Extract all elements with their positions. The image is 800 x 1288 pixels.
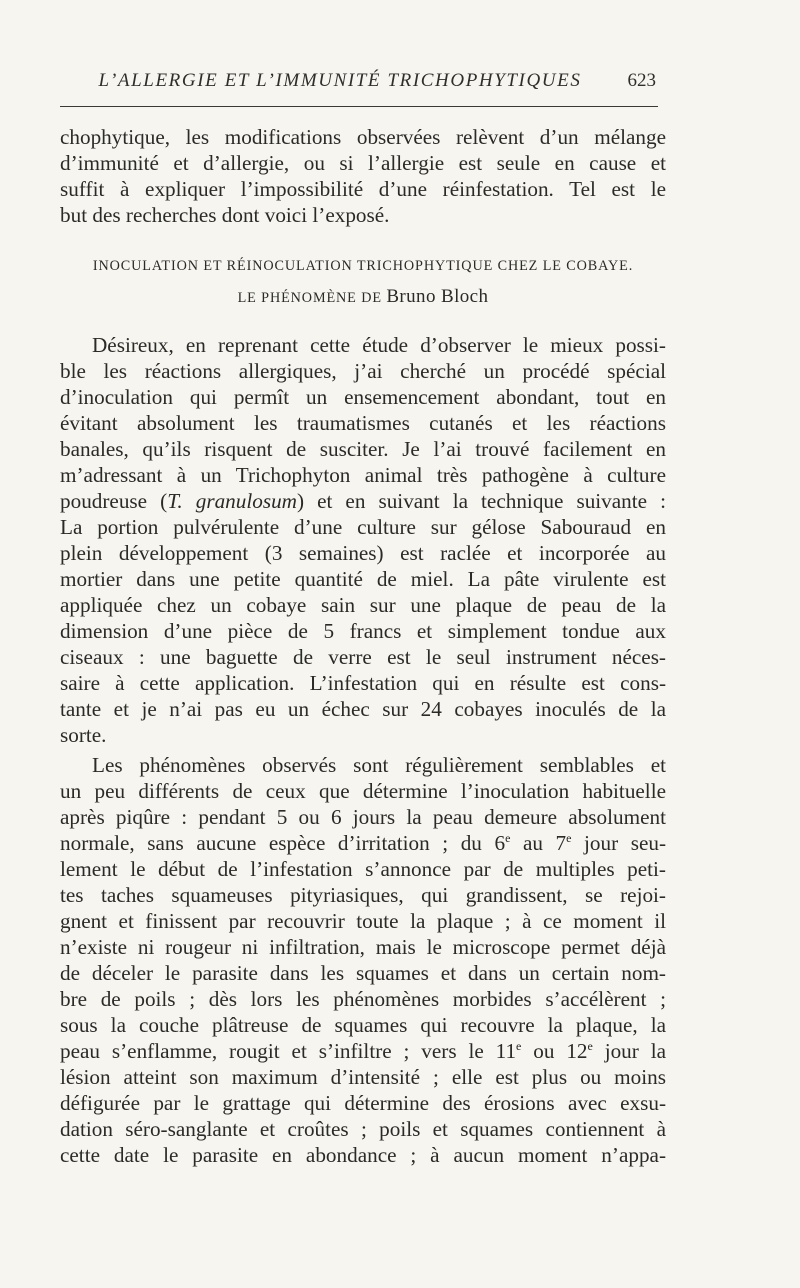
- text-line: n’existe ni rougeur ni infiltration, mais le microscope permet déjà: [60, 935, 666, 959]
- paragraph-continuation: [60, 124, 666, 228]
- section-heading-prefix: LE PHÉNOMÈNE DE: [237, 290, 382, 306]
- text-line: chophytique, les modifications observées relèvent d’un mélange: [60, 125, 666, 149]
- text-line-with-ordinals: [60, 1038, 666, 1064]
- text-line: d’inoculation qui permît un ensemencement abondant, tout en: [60, 385, 666, 409]
- text-line: tante et je n’ai pas eu un échec sur 24 cobayes inoculés de la: [60, 697, 666, 721]
- text-line: ble les réactions allergiques, j’ai cherché un procédé spécial: [60, 359, 666, 383]
- text-line: défigurée par le grattage qui détermine des érosions avec exsu-: [60, 1091, 666, 1115]
- text-line: lésion atteint son maximum d’intensité ; elle est plus ou moins: [60, 1065, 666, 1089]
- text-fragment: ou 12: [521, 1039, 588, 1063]
- section-heading-name: Bruno Bloch: [386, 286, 489, 307]
- text-fragment: ) et en suivant la technique suivante :: [296, 489, 666, 513]
- text-line: gnent et finissent par recouvrir toute la plaque ; à ce moment il: [60, 909, 666, 933]
- text-line: dimension d’une pièce de 5 francs et simplement tondue aux: [60, 619, 666, 643]
- text-line: ciseaux : une baguette de verre est le seul instrument néces-: [60, 645, 666, 669]
- text-line: tes taches squameuses pityriasiques, qui grandissent, se rejoi-: [60, 883, 666, 907]
- text-line: La portion pulvérulente d’une culture sur gélose Sabouraud en: [60, 515, 666, 539]
- text-line: appliquée chez un cobaye sain sur une plaque de peau de la: [60, 593, 666, 617]
- paragraph-observations: [60, 752, 666, 1168]
- text-fragment: normale, sans aucune espèce d’irritation ; du 6: [60, 831, 506, 855]
- text-line-with-species: [60, 488, 666, 514]
- running-head: [60, 70, 656, 100]
- text-line: sous la couche plâtreuse de squames qui recouvre la plaque, la: [60, 1013, 666, 1037]
- text-line: de déceler le parasite dans les squames et dans un certain nom-: [60, 961, 666, 985]
- page-number: 623: [627, 70, 656, 91]
- header-rule: [60, 106, 658, 107]
- text-line: sorte.: [60, 723, 107, 747]
- text-line: lement le début de l’infestation s’annonce par de multiples peti-: [60, 857, 666, 881]
- ordinal-superscript: e: [566, 830, 572, 845]
- running-title: L’ALLERGIE ET L’IMMUNITÉ TRICHOPHYTIQUES: [98, 70, 582, 91]
- text-line-with-ordinals: [60, 830, 666, 856]
- ordinal-superscript: e: [587, 1038, 593, 1053]
- text-line: un peu différents de ceux que détermine l’inoculation habituelle: [60, 779, 666, 803]
- text-fragment: au 7: [510, 831, 567, 855]
- text-line: suffit à expliquer l’impossibilité d’une réinfestation. Tel est le: [60, 177, 666, 201]
- text-line: plein développement (3 semaines) est raclée et incorporée au: [60, 541, 666, 565]
- ordinal-superscript: e: [516, 1038, 522, 1053]
- text-line: banales, qu’ils risquent de susciter. Je l’ai trouvé facilement en: [60, 437, 666, 461]
- text-line: évitant absolument les traumatismes cutanés et les réactions: [60, 411, 666, 435]
- text-line: saire à cette application. L’infestation qui en résulte est cons-: [60, 671, 666, 695]
- species-name: T. granulosum: [167, 489, 297, 513]
- paragraph-inoculation-method: [60, 332, 666, 748]
- section-heading-line-2: [60, 286, 666, 308]
- text-fragment: jour seu-: [571, 831, 667, 855]
- text-line: mortier dans une petite quantité de miel. La pâte virulente est: [60, 567, 666, 591]
- text-line: Les phénomènes observés sont régulièrement semblables et: [92, 753, 666, 777]
- text-line: d’immunité et d’allergie, ou si l’allergie est seule en cause et: [60, 151, 666, 175]
- section-heading-line-1: INOCULATION ET RÉINOCULATION TRICHOPHYTIQUE CHEZ LE COBAYE.: [92, 258, 634, 274]
- text-line: dation séro-sanglante et croûtes ; poils et squames contiennent à: [60, 1117, 666, 1141]
- text-line: bre de poils ; dès lors les phénomènes morbides s’accélèrent ;: [60, 987, 666, 1011]
- text-line: cette date le parasite en abondance ; à aucun moment n’appa-: [60, 1143, 666, 1167]
- text-line: après piqûre : pendant 5 ou 6 jours la peau demeure absolument: [60, 805, 666, 829]
- text-line: m’adressant à un Trichophyton animal très pathogène à culture: [60, 463, 666, 487]
- ordinal-superscript: e: [505, 830, 511, 845]
- text-line: Désireux, en reprenant cette étude d’observer le mieux possi-: [92, 333, 666, 357]
- text-fragment: peau s’enflamme, rougit et s’infiltre ; vers le 11: [60, 1039, 517, 1063]
- text-fragment: poudreuse (: [60, 489, 168, 513]
- text-fragment: jour la: [592, 1039, 666, 1063]
- text-line: but des recherches dont voici l’exposé.: [60, 203, 390, 227]
